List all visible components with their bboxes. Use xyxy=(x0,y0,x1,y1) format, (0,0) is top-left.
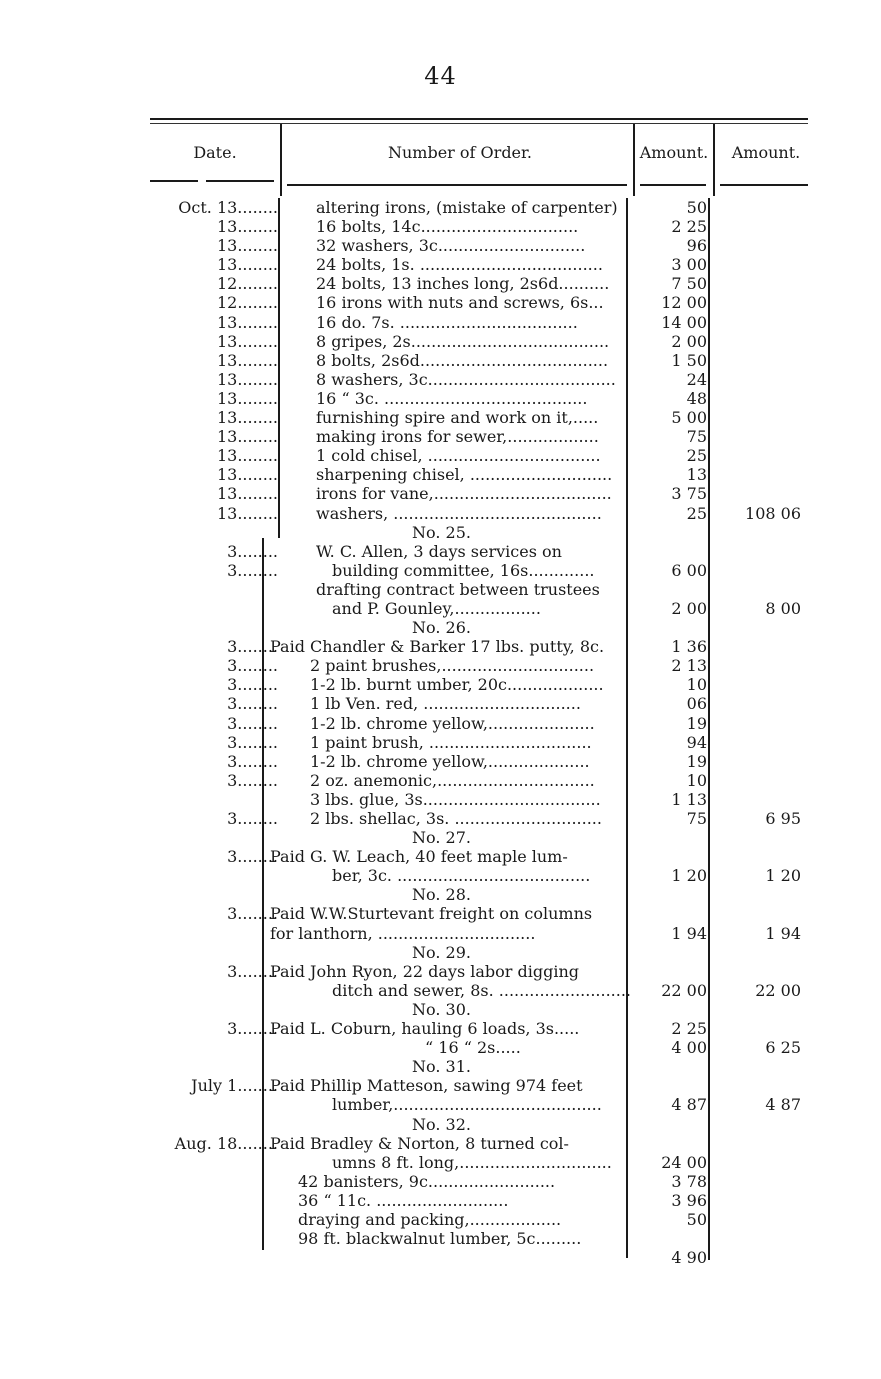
ledger-row xyxy=(0,943,881,962)
row-date: 3........ xyxy=(227,694,278,714)
row-description: Paid John Ryon, 22 days labor digging xyxy=(270,961,580,981)
row-date: 13........ xyxy=(216,217,278,237)
ledger-row xyxy=(0,924,881,943)
row-amount-1: 96 xyxy=(686,236,707,256)
row-amount-1: 2 00 xyxy=(671,331,707,351)
row-description: 42 banisters, 9c......................... xyxy=(298,1171,556,1191)
row-description: 16 irons with nuts and screws, 6s... xyxy=(316,293,604,313)
row-date: 13........ xyxy=(216,255,278,275)
row-amount-2: 6 25 xyxy=(765,1038,801,1058)
row-amount-1: 24 00 xyxy=(661,1152,707,1172)
row-amount-1: 2 13 xyxy=(671,656,707,676)
row-description: sharpening chisel, ............................ xyxy=(316,465,613,485)
row-amount-2: 108 06 xyxy=(745,503,801,523)
ledger-row xyxy=(0,771,881,790)
ledger-row xyxy=(0,675,881,694)
row-amount-1: 2 25 xyxy=(671,1019,707,1039)
ledger-row xyxy=(0,1000,881,1019)
row-date: 3........ xyxy=(227,751,278,771)
row-amount-1: 25 xyxy=(686,446,707,466)
row-amount-1: 4 00 xyxy=(671,1038,707,1058)
ledger-row xyxy=(0,962,881,981)
row-description: Paid L. Coburn, hauling 6 loads, 3s..... xyxy=(270,1019,580,1039)
ledger-row xyxy=(0,981,881,1000)
row-description: 1-2 lb. chrome yellow,..................... xyxy=(310,713,595,733)
ledger-row xyxy=(0,446,881,465)
ledger-table xyxy=(0,198,881,1267)
row-amount-1: 50 xyxy=(686,198,707,217)
row-amount-1: 3 00 xyxy=(671,255,707,275)
row-amount-1: 2 25 xyxy=(671,217,707,237)
ledger-row xyxy=(0,1172,881,1191)
row-date: 13........ xyxy=(216,484,278,504)
header-amount-1: Amount. xyxy=(639,143,709,162)
header-underline-amount2 xyxy=(720,184,808,186)
ledger-row xyxy=(0,656,881,675)
ledger-row xyxy=(0,580,881,599)
row-date: 13........ xyxy=(216,408,278,428)
row-amount-2: 22 00 xyxy=(755,980,801,1000)
ledger-row xyxy=(0,332,881,351)
ledger-row xyxy=(0,255,881,274)
ledger-row xyxy=(0,847,881,866)
row-description: Paid Bradley & Norton, 8 turned col- xyxy=(270,1133,569,1153)
row-description: 32 washers, 3c............................. xyxy=(316,236,586,256)
row-description: No. 25. xyxy=(412,522,471,542)
ledger-row xyxy=(0,809,881,828)
ledger-row xyxy=(0,1038,881,1057)
ledger-row xyxy=(0,1057,881,1076)
row-date: 13........ xyxy=(216,369,278,389)
ledger-row xyxy=(0,637,881,656)
ledger-row xyxy=(0,694,881,713)
row-description: No. 27. xyxy=(412,828,471,848)
row-description: 8 washers, 3c..................................... xyxy=(316,369,616,389)
ledger-row xyxy=(0,1115,881,1134)
row-date: 3........ xyxy=(227,541,278,561)
row-description: 16 do. 7s. ................................... xyxy=(316,312,578,332)
row-amount-1: 14 00 xyxy=(661,312,707,332)
row-amount-1: 19 xyxy=(686,751,707,771)
row-description: 36 “ 11c. .......................... xyxy=(298,1190,509,1210)
ledger-row xyxy=(0,752,881,771)
row-amount-2: 4 87 xyxy=(765,1095,801,1115)
row-amount-1: 13 xyxy=(686,465,707,485)
row-description: 1 lb Ven. red, ............................... xyxy=(310,694,581,714)
row-description: washers, ......................................... xyxy=(316,503,602,523)
row-amount-1: 1 20 xyxy=(671,866,707,886)
row-amount-1: 19 xyxy=(686,713,707,733)
row-description: for lanthorn, ............................... xyxy=(270,923,536,943)
ledger-row xyxy=(0,370,881,389)
row-amount-1: 3 75 xyxy=(671,484,707,504)
ledger-row xyxy=(0,828,881,847)
ledger-row xyxy=(0,504,881,523)
page-number: 44 xyxy=(424,62,457,90)
row-amount-1: 10 xyxy=(686,675,707,695)
ledger-row xyxy=(0,427,881,446)
ledger-row xyxy=(0,484,881,503)
row-description: No. 26. xyxy=(412,618,471,638)
row-description: Paid Chandler & Barker 17 lbs. putty, 8c. xyxy=(270,637,605,657)
row-description: W. C. Allen, 3 days services on xyxy=(316,541,562,561)
row-date: 13........ xyxy=(216,388,278,408)
ledger-row xyxy=(0,561,881,580)
row-description: 24 bolts, 13 inches long, 2s6d.......... xyxy=(316,274,610,294)
row-description: Paid W.W.Sturtevant freight on columns xyxy=(270,904,593,924)
row-amount-1: 5 00 xyxy=(671,408,707,428)
row-amount-1: 1 50 xyxy=(671,350,707,370)
row-description: umns 8 ft. long,.............................. xyxy=(332,1152,612,1172)
row-date: 12........ xyxy=(216,293,278,313)
row-amount-1: 3 96 xyxy=(671,1190,707,1210)
row-date: 3........ xyxy=(227,656,278,676)
row-date: 13........ xyxy=(216,236,278,256)
row-amount-1: 22 00 xyxy=(661,980,707,1000)
row-date: 3........ xyxy=(227,560,278,580)
ledger-row xyxy=(0,1229,881,1248)
ledger-row xyxy=(0,1019,881,1038)
row-date: 13........ xyxy=(216,331,278,351)
row-description: ber, 3c. ...................................... xyxy=(332,866,591,886)
row-description: draying and packing,.................. xyxy=(298,1209,562,1229)
ledger-row xyxy=(0,313,881,332)
row-description: 2 lbs. shellac, 3s. ............................. xyxy=(310,809,602,828)
row-date: 13........ xyxy=(216,427,278,447)
ledger-row xyxy=(0,1095,881,1114)
row-description: 1-2 lb. chrome yellow,.................... xyxy=(310,751,590,771)
ledger-row xyxy=(0,351,881,370)
row-date: 3........ xyxy=(227,637,278,657)
ledger-row xyxy=(0,599,881,618)
row-amount-1: 75 xyxy=(686,809,707,828)
row-amount-1: 25 xyxy=(686,503,707,523)
ledger-row xyxy=(0,293,881,312)
row-description: 1-2 lb. burnt umber, 20c................... xyxy=(310,675,604,695)
row-description: 1 paint brush, ................................ xyxy=(310,732,592,752)
ledger-row xyxy=(0,198,881,217)
row-amount-1: 7 50 xyxy=(671,274,707,294)
row-date: Oct. 13........ xyxy=(178,198,278,217)
header-underline-amount1 xyxy=(640,184,706,186)
row-description: ditch and sewer, 8s. .......................... xyxy=(332,980,632,1000)
row-date: Aug. 18........ xyxy=(174,1133,278,1153)
row-amount-1: 75 xyxy=(686,427,707,447)
row-description: 98 ft. blackwalnut lumber, 5c......... xyxy=(298,1229,582,1249)
row-amount-1: 10 xyxy=(686,770,707,790)
row-description: Paid Phillip Matteson, sawing 974 feet xyxy=(270,1076,583,1096)
row-amount-1: 12 00 xyxy=(661,293,707,313)
row-amount-1: 1 13 xyxy=(671,789,707,809)
row-description: irons for vane,................................... xyxy=(316,484,612,504)
row-amount-1: 2 00 xyxy=(671,598,707,618)
row-description: and P. Gounley,................. xyxy=(332,598,541,618)
row-date: July 1........ xyxy=(191,1076,278,1096)
ledger-row xyxy=(0,733,881,752)
row-description: lumber,......................................... xyxy=(332,1095,602,1115)
row-date: 3........ xyxy=(227,770,278,790)
row-amount-1: 6 00 xyxy=(671,560,707,580)
header-rule xyxy=(150,123,808,124)
row-amount-1: 94 xyxy=(686,732,707,752)
row-amount-1: 50 xyxy=(686,1209,707,1229)
ledger-row xyxy=(0,523,881,542)
header-date: Date. xyxy=(193,143,237,162)
row-date: 3........ xyxy=(227,809,278,828)
ledger-row xyxy=(0,542,881,561)
row-description: 1 cold chisel, .................................. xyxy=(316,446,601,466)
row-description: 24 bolts, 1s. .................................... xyxy=(316,255,603,275)
row-date: 12........ xyxy=(216,274,278,294)
ledger-row xyxy=(0,408,881,427)
row-amount-2: 6 95 xyxy=(765,809,801,828)
row-description: “ 16 “ 2s..... xyxy=(425,1038,521,1058)
row-amount-1: 48 xyxy=(686,388,707,408)
row-date: 13........ xyxy=(216,465,278,485)
row-description: 2 oz. anemonic,............................... xyxy=(310,770,595,790)
row-amount-2: 1 20 xyxy=(765,866,801,886)
row-date: 3........ xyxy=(227,675,278,695)
row-description: 3 lbs. glue, 3s................................... xyxy=(310,789,601,809)
row-date: 13........ xyxy=(216,312,278,332)
row-date: 3........ xyxy=(227,713,278,733)
row-description: No. 31. xyxy=(412,1057,471,1077)
row-description: 2 paint brushes,.............................. xyxy=(310,656,595,676)
ledger-row xyxy=(0,618,881,637)
ledger-row xyxy=(0,389,881,408)
row-date: 3........ xyxy=(227,847,278,867)
row-amount-2: 1 94 xyxy=(765,923,801,943)
ledger-row xyxy=(0,1210,881,1229)
row-date: 3........ xyxy=(227,732,278,752)
ledger-row xyxy=(0,1153,881,1172)
ledger-row xyxy=(0,904,881,923)
ledger-row xyxy=(0,1248,881,1267)
header-amount-2: Amount. xyxy=(731,143,801,162)
row-date: 13........ xyxy=(216,503,278,523)
row-date: 13........ xyxy=(216,446,278,466)
ledger-row xyxy=(0,790,881,809)
row-description: No. 32. xyxy=(412,1114,471,1134)
header-underline-order xyxy=(287,184,627,186)
row-description: drafting contract between trustees xyxy=(316,579,600,599)
row-description: No. 30. xyxy=(412,999,471,1019)
row-description: Paid G. W. Leach, 40 feet maple lum- xyxy=(270,847,568,867)
ledger-row xyxy=(0,274,881,293)
ledger-row xyxy=(0,1134,881,1153)
ledger-row xyxy=(0,1191,881,1210)
row-description: building committee, 16s............. xyxy=(332,560,595,580)
row-amount-1: 4 90 xyxy=(671,1248,707,1268)
ledger-row xyxy=(0,714,881,733)
row-description: altering irons, (mistake of carpenter) xyxy=(316,198,618,217)
row-description: 16 “ 3c. ........................................ xyxy=(316,388,588,408)
ledger-row xyxy=(0,1076,881,1095)
ledger-row xyxy=(0,217,881,236)
row-amount-1: 24 xyxy=(686,369,707,389)
row-description: 8 gripes, 2s....................................... xyxy=(316,331,610,351)
header-underline-date-1 xyxy=(150,180,198,182)
row-date: 3........ xyxy=(227,961,278,981)
row-amount-1: 3 78 xyxy=(671,1171,707,1191)
row-amount-1: 1 36 xyxy=(671,637,707,657)
row-amount-2: 8 00 xyxy=(765,598,801,618)
ledger-row xyxy=(0,885,881,904)
row-amount-1: 06 xyxy=(686,694,707,714)
row-description: making irons for sewer,.................. xyxy=(316,427,599,447)
row-description: No. 28. xyxy=(412,885,471,905)
row-description: 8 bolts, 2s6d..................................... xyxy=(316,350,609,370)
header-number-of-order: Number of Order. xyxy=(387,143,532,162)
row-description: No. 29. xyxy=(412,942,471,962)
ledger-row xyxy=(0,236,881,255)
top-rule xyxy=(150,118,808,120)
row-date: 3........ xyxy=(227,904,278,924)
row-description: 16 bolts, 14c............................... xyxy=(316,217,579,237)
ledger-row xyxy=(0,866,881,885)
row-date: 13........ xyxy=(216,350,278,370)
row-amount-1: 1 94 xyxy=(671,923,707,943)
row-amount-1: 4 87 xyxy=(671,1095,707,1115)
row-description: furnishing spire and work on it,..... xyxy=(316,408,599,428)
ledger-row xyxy=(0,465,881,484)
row-date: 3........ xyxy=(227,1019,278,1039)
header-underline-date-2 xyxy=(206,180,274,182)
column-divider-date xyxy=(280,124,282,196)
